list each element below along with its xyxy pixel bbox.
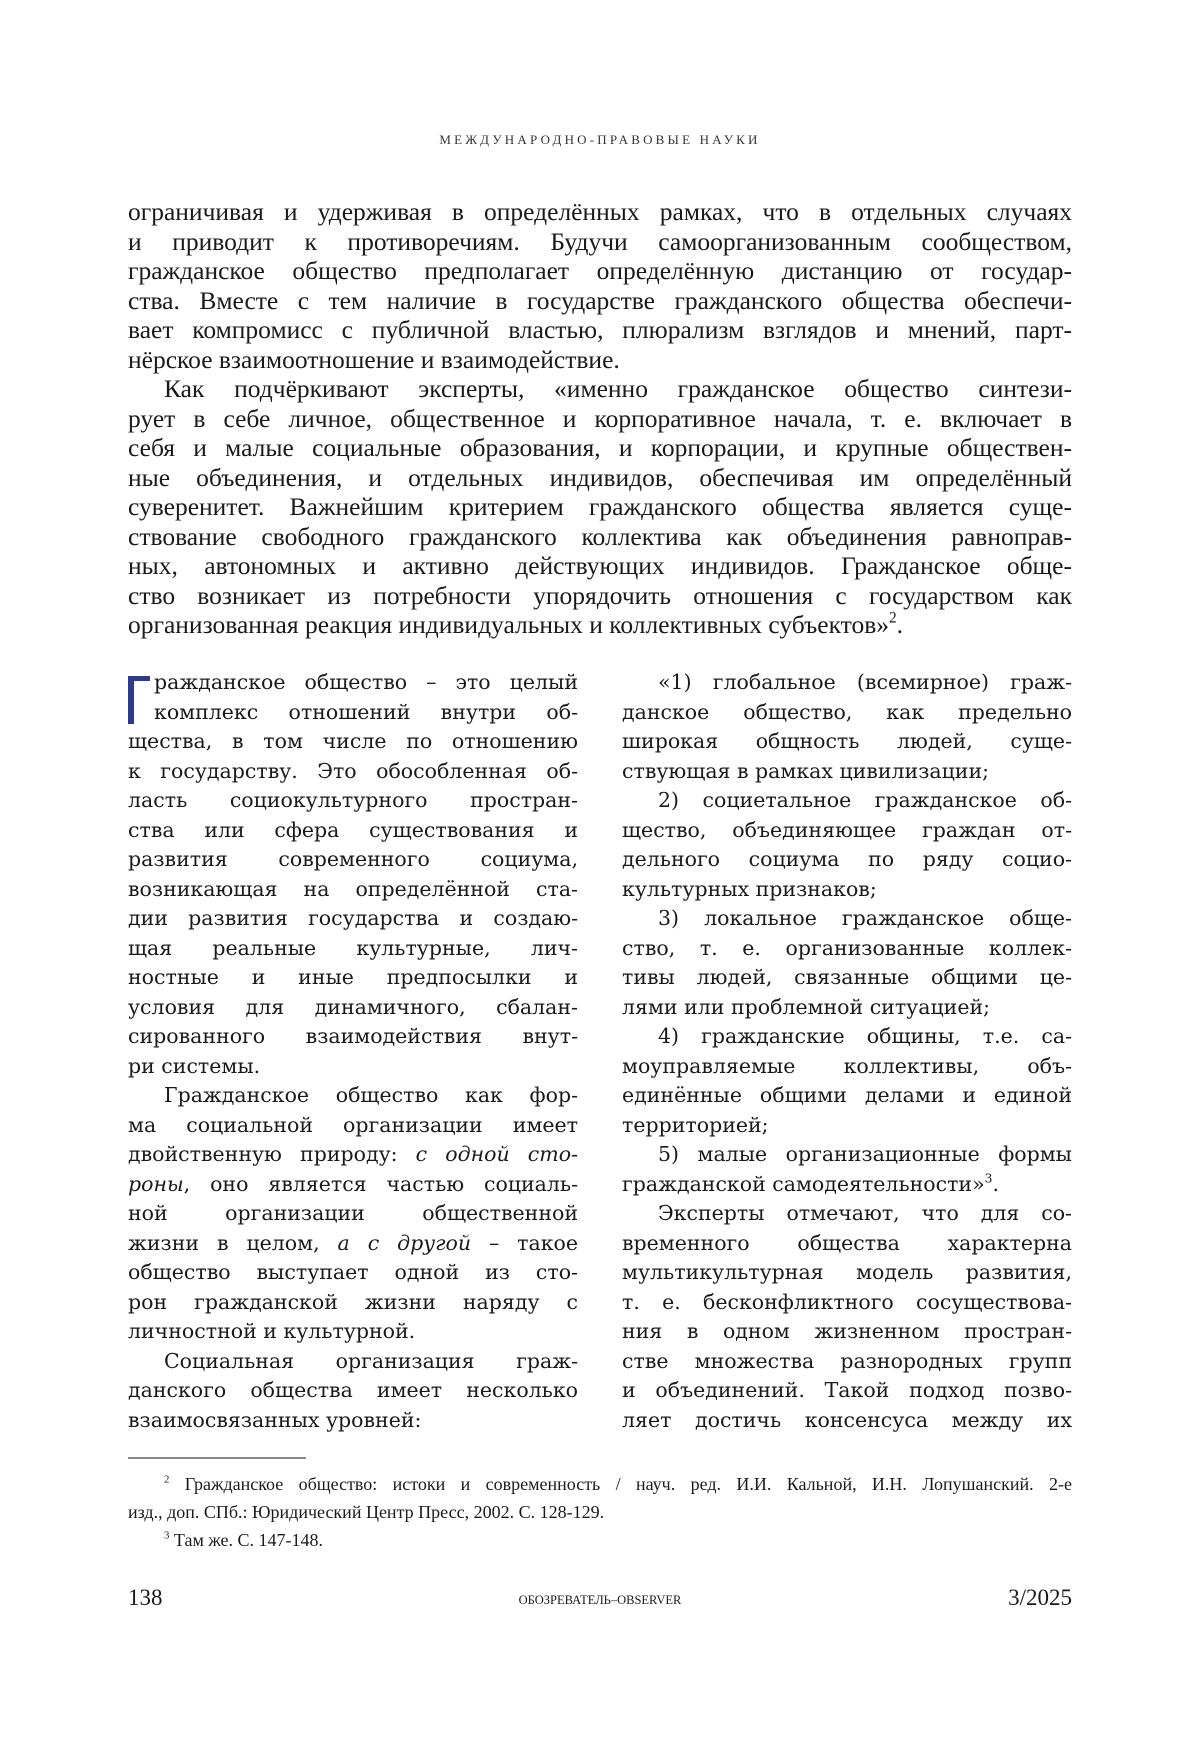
text-line	[128, 1081, 578, 1111]
footnote-ref: 2	[888, 609, 897, 627]
text-segment: лями или проблемной ситуацией;	[622, 994, 991, 1019]
text-line	[622, 1347, 1072, 1377]
text-line	[128, 904, 578, 934]
text-line	[128, 786, 578, 816]
text-segment: тивы людей, связанные общими це-	[622, 965, 1072, 989]
text-line	[128, 1170, 578, 1200]
footnote-ref: 3	[164, 1529, 170, 1542]
text-line	[622, 875, 1072, 905]
text-line	[622, 1199, 1072, 1229]
text-line	[128, 1406, 578, 1436]
footnote-ref: 2	[164, 1473, 170, 1486]
text-segment: гражданское общество предполагает определённую дистанцию от государ-	[128, 256, 1072, 285]
text-line	[128, 433, 1072, 463]
text-segment: .	[896, 610, 904, 639]
text-segment: жизни в целом,	[128, 1230, 338, 1255]
italic-text: с одной сто-	[415, 1142, 578, 1166]
text-line	[128, 404, 1072, 434]
text-line	[128, 227, 1072, 257]
text-segment: рон гражданской жизни наряду с	[128, 1289, 578, 1314]
text-line	[128, 934, 578, 964]
text-line	[128, 668, 578, 698]
text-line	[128, 286, 1072, 316]
text-line	[128, 1376, 578, 1406]
text-line	[128, 1111, 578, 1141]
text-line	[128, 1052, 578, 1082]
text-segment: ри системы.	[128, 1053, 261, 1078]
footnote-line	[128, 1470, 1072, 1498]
footnote-line	[128, 1526, 1072, 1554]
text-segment: ражданское общество – это целый	[154, 670, 578, 694]
intro-paragraphs	[128, 197, 1072, 640]
text-segment: дии развития государства и создаю-	[128, 906, 578, 930]
text-segment: и приводит к противоречиям. Будучи самоорганизованным сообществом,	[128, 226, 1072, 256]
text-segment: Социальная организация граж-	[164, 1348, 578, 1373]
text-segment: щество, объединяющее граждан от-	[622, 817, 1072, 842]
text-line	[128, 522, 1072, 552]
text-line	[128, 1140, 578, 1170]
text-line	[622, 1081, 1072, 1111]
text-segment: вает компромисс с публичной властью, плюрализм взглядов и мнений, парт-	[128, 315, 1072, 344]
text-segment: организованная реакция индивидуальных и коллективных субъектов»	[128, 610, 889, 639]
text-line	[128, 757, 578, 787]
text-segment: Гражданское общество: истоки и современность / науч. ред. И.И. Кальной, И.Н. Лопушанский. 2-е	[169, 1474, 1072, 1494]
text-line	[622, 1052, 1072, 1082]
text-segment: и объединений. Такой подход позво-	[622, 1378, 1072, 1402]
text-segment: ностные и иные предпосылки и	[128, 965, 578, 989]
text-segment: ствующая в рамках цивилизации;	[622, 758, 990, 783]
text-line	[128, 1258, 578, 1288]
text-line	[128, 492, 1072, 522]
text-segment: 2) социетальное гражданское об-	[658, 788, 1072, 812]
text-segment: рует в себе личное, общественное и корпоративное начала, т. е. включает в	[128, 403, 1072, 433]
text-line	[622, 727, 1072, 757]
text-line	[622, 963, 1072, 993]
text-segment: сированного взаимодействия внут-	[128, 1024, 578, 1048]
text-segment: территорией;	[622, 1112, 769, 1137]
text-segment: 5) малые организационные формы	[658, 1142, 1072, 1166]
text-line	[128, 845, 578, 875]
issue-number: 3/2025	[1008, 1585, 1072, 1610]
text-line	[622, 786, 1072, 816]
text-line	[128, 698, 578, 728]
page-footer	[128, 1585, 1072, 1615]
text-line	[622, 668, 1072, 698]
page-number: 138	[128, 1585, 163, 1610]
journal-name: ОБОЗРЕВАТЕЛЬ–OBSERVER	[518, 1593, 682, 1607]
text-line	[622, 698, 1072, 728]
text-segment: Гражданское общество как фор-	[164, 1083, 578, 1107]
text-segment: культурных признаков;	[622, 876, 877, 901]
left-column	[128, 668, 578, 1435]
text-segment: .	[992, 1171, 999, 1196]
text-segment: личностной и культурной.	[128, 1319, 416, 1343]
text-segment: развития современного социума,	[128, 847, 578, 871]
text-line	[622, 1170, 1072, 1200]
text-segment: возникающая на определённой ста-	[128, 876, 578, 901]
text-segment: условия для динамичного, сбалан-	[128, 994, 578, 1019]
text-segment: Там же. С. 147-148.	[169, 1530, 324, 1550]
text-line	[128, 993, 578, 1023]
text-segment: ния в одном жизненном простран-	[622, 1319, 1072, 1343]
text-segment: дельного социума по ряду социо-	[622, 847, 1072, 871]
text-segment: данское общество, как предельно	[622, 699, 1072, 724]
text-line	[128, 581, 1072, 611]
text-segment: ство, т. е. организованные коллек-	[622, 935, 1072, 960]
text-segment: ные объединения, и отдельных индивидов, обеспечивая им определённый	[128, 462, 1072, 492]
footnotes	[128, 1470, 1072, 1554]
text-segment: ласть социокультурного простран-	[128, 788, 578, 812]
text-segment: ства. Вместе с тем наличие в государстве гражданского общества обеспечи-	[128, 285, 1072, 315]
text-segment: широкая общность людей, суще-	[622, 729, 1072, 753]
text-segment: общество выступает одной из сто-	[128, 1260, 578, 1284]
text-line	[128, 463, 1072, 493]
text-segment: , оно является частью социаль-	[183, 1171, 578, 1196]
text-line	[128, 1317, 578, 1347]
text-line	[622, 1022, 1072, 1052]
text-line	[622, 757, 1072, 787]
text-segment: нёрское взаимоотношение и взаимодействие.	[128, 344, 620, 374]
text-line	[128, 963, 578, 993]
text-segment: себя и малые социальные образования, и корпорации, и крупные обществен-	[128, 433, 1072, 462]
text-segment: временного общества характерна	[622, 1230, 1072, 1255]
text-line	[128, 1199, 578, 1229]
text-segment: Эксперты отмечают, что для со-	[658, 1201, 1072, 1225]
right-column	[622, 668, 1072, 1435]
text-line	[622, 1258, 1072, 1288]
text-segment: Как подчёркивают эксперты, «именно гражданское общество синтези-	[164, 374, 1072, 403]
text-line	[622, 904, 1072, 934]
text-line	[622, 993, 1072, 1023]
text-line	[622, 1376, 1072, 1406]
text-line	[128, 345, 1072, 375]
text-segment: к государству. Это обособленная об-	[128, 758, 578, 783]
text-line	[622, 845, 1072, 875]
text-line	[622, 1288, 1072, 1318]
text-line	[622, 1406, 1072, 1436]
text-line	[128, 727, 578, 757]
footnote-line	[128, 1498, 1072, 1526]
text-segment: гражданской самодеятельности»	[622, 1171, 985, 1196]
text-segment: щества, в том числе по отношению	[128, 729, 578, 753]
text-line	[622, 1229, 1072, 1259]
text-segment: ства или сфера существования и	[128, 817, 578, 842]
text-line	[622, 934, 1072, 964]
text-line	[622, 1317, 1072, 1347]
text-segment: ма социальной организации имеет	[128, 1112, 578, 1137]
text-line	[128, 1347, 578, 1377]
text-segment: мультикультурная модель развития,	[622, 1260, 1072, 1284]
text-segment: стве множества разнородных групп	[622, 1348, 1072, 1373]
text-segment: ствование свободного гражданского коллектива как объединения равноправ-	[128, 521, 1072, 551]
text-line	[128, 374, 1072, 404]
text-segment: взаимосвязанных уровней:	[128, 1407, 422, 1432]
footnote-separator	[128, 1457, 306, 1459]
text-line	[128, 1288, 578, 1318]
text-segment: ляет достичь консенсуса между их	[622, 1407, 1072, 1432]
text-segment: ограничивая и удерживая в определённых рамках, что в отдельных случаях	[128, 197, 1072, 226]
text-segment: данского общества имеет несколько	[128, 1378, 578, 1402]
text-line	[622, 1140, 1072, 1170]
text-segment: комплекс отношений внутри об-	[154, 699, 578, 724]
text-segment: суверенитет. Важнейшим критерием гражданского общества является суще-	[128, 492, 1072, 521]
text-line	[128, 1229, 578, 1259]
text-segment: ных, автономных и активно действующих индивидов. Гражданское обще-	[128, 551, 1072, 580]
text-line	[128, 816, 578, 846]
text-segment: т. е. бесконфликтного сосуществова-	[622, 1289, 1072, 1314]
text-segment: «1) глобальное (всемирное) граж-	[658, 670, 1072, 694]
text-segment: 4) гражданские общины, т.е. са-	[658, 1024, 1072, 1048]
italic-text: роны	[128, 1171, 184, 1196]
text-segment: единённые общими делами и единой	[622, 1083, 1072, 1107]
text-line	[128, 551, 1072, 581]
text-segment: моуправляемые коллективы, объ-	[622, 1053, 1072, 1078]
text-line	[128, 315, 1072, 345]
text-line	[128, 610, 1072, 640]
italic-text: а с другой	[337, 1230, 472, 1255]
running-head: МЕЖДУНАРОДНО-ПРАВОВЫЕ НАУКИ	[439, 132, 761, 147]
text-line	[128, 197, 1072, 227]
text-segment: ство возникает из потребности упорядочить отношения с государством как	[128, 580, 1072, 610]
text-segment: ной организации общественной	[128, 1201, 578, 1225]
text-segment: 3) локальное гражданское обще-	[658, 906, 1072, 930]
text-segment: щая реальные культурные, лич-	[128, 935, 578, 960]
text-line	[128, 1022, 578, 1052]
text-segment: двойственную природу:	[128, 1142, 416, 1166]
text-line	[622, 1111, 1072, 1141]
text-segment: изд., доп. СПб.: Юридический Центр Пресс, 2002. С. 128-129.	[128, 1502, 605, 1522]
text-segment: – такое	[471, 1230, 579, 1255]
text-line	[622, 816, 1072, 846]
text-line	[128, 256, 1072, 286]
footnote-ref: 3	[984, 1170, 993, 1185]
text-line	[128, 875, 578, 905]
